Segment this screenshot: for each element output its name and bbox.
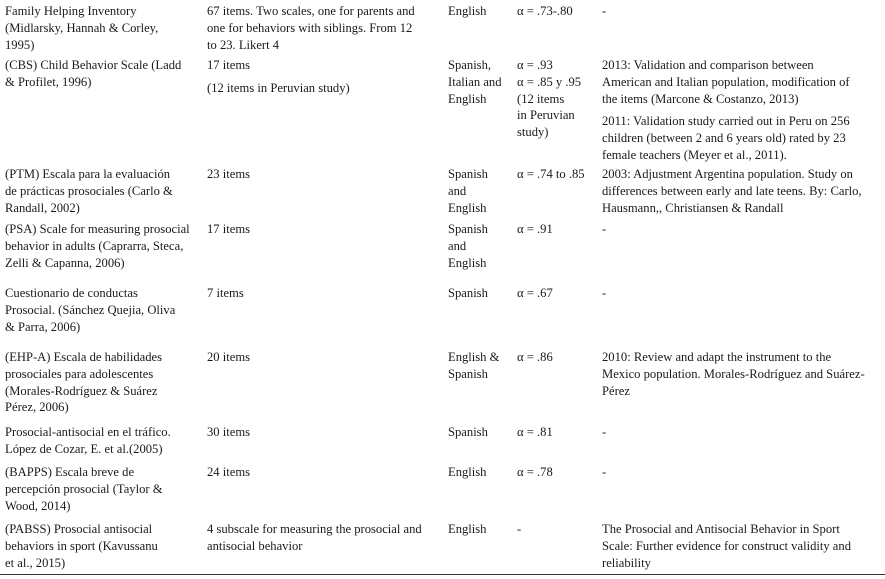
reliability-cell-line: α = .93 [517, 58, 553, 72]
reliability-cell-line: α = .85 y .95 [517, 74, 582, 89]
notes-cell-line: - [602, 286, 607, 300]
instrument-cell-line: et al., 2015) [5, 555, 66, 570]
notes-cell-line: 2003: Adjustment Argentina population. Study on [602, 167, 853, 181]
instrument-cell-line: Prosocial. (Sánchez Quejia, Oliva [5, 302, 176, 317]
reliability-cell [517, 166, 599, 183]
instrument-cell-line: 1995) [5, 37, 35, 52]
language-cell-line: Spanish [448, 366, 488, 381]
reliability-cell-line: α = .81 [517, 425, 553, 439]
items-cell [207, 424, 439, 441]
items-cell-line: 23 items [207, 167, 251, 181]
reliability-cell-line: α = .73-.80 [517, 4, 573, 18]
instrument-cell-line: (Morales-Rodríguez & Suárez [5, 383, 158, 398]
instrument-cell-line: (Midlarsky, Hannah & Corley, [5, 20, 159, 35]
notes-cell-line: the items (Marcone & Costanzo, 2013) [602, 91, 799, 106]
reliability-cell-line: α = .91 [517, 222, 553, 236]
items-cell-line: 24 items [207, 465, 251, 479]
reliability-cell-line: in Peruvian [517, 108, 575, 123]
items-cell [207, 57, 439, 97]
items-cell [207, 3, 439, 53]
instrument-cell-line: Zelli & Capanna, 2006) [5, 255, 125, 270]
instrument-cell-line: Prosocial-antisocial en el tráfico. [5, 425, 171, 439]
language-cell [448, 349, 514, 383]
instrument-cell-line: Randall, 2002) [5, 200, 80, 215]
notes-cell [602, 57, 882, 164]
instrument-cell-line: Wood, 2014) [5, 498, 71, 513]
language-cell [448, 464, 514, 481]
items-cell [207, 221, 439, 238]
notes-cell [602, 464, 882, 481]
items-cell-line: 7 items [207, 286, 244, 300]
language-cell [448, 3, 514, 20]
notes-cell [602, 166, 882, 216]
items-cell-line: 30 items [207, 425, 251, 439]
items-cell-line: (12 items in Peruvian study) [207, 80, 350, 95]
notes-cell-line: female teachers (Meyer et al., 2011). [602, 147, 787, 162]
reliability-cell-line: (12 items [517, 91, 565, 106]
instrument-cell [5, 424, 201, 458]
instrument-cell-line: percepción prosocial (Taylor & [5, 481, 163, 496]
notes-cell-line: 2010: Review and adapt the instrument to the [602, 350, 832, 364]
table-bottom-rule [0, 574, 885, 575]
language-cell-line: English [448, 200, 487, 215]
language-cell-line: English [448, 522, 487, 536]
language-cell [448, 221, 514, 271]
notes-cell-line: - [602, 222, 607, 236]
items-cell-line: 17 items [207, 58, 251, 72]
notes-cell [602, 521, 882, 571]
instrument-cell [5, 57, 201, 91]
language-cell-line: Spanish [448, 222, 488, 236]
reliability-cell [517, 349, 599, 366]
items-cell-line: 17 items [207, 222, 251, 236]
items-cell [207, 349, 439, 366]
instrument-cell-line: Family Helping Inventory [5, 4, 137, 18]
notes-cell-line: American and Italian population, modification of [602, 74, 850, 89]
reliability-cell [517, 3, 599, 20]
notes-cell-line: 2013: Validation and comparison between [602, 58, 814, 72]
language-cell-line: Spanish [448, 286, 488, 300]
items-cell-line: 4 subscale for measuring the prosocial and [207, 522, 422, 536]
instrument-cell [5, 521, 201, 571]
instrument-cell-line: prosociales para adolescentes [5, 366, 154, 381]
instrument-cell-line: (CBS) Child Behavior Scale (Ladd [5, 58, 182, 72]
instrument-cell-line: & Profilet, 1996) [5, 74, 92, 89]
language-cell [448, 521, 514, 538]
notes-cell [602, 349, 882, 399]
instrument-cell-line: (BAPPS) Escala breve de [5, 465, 135, 479]
items-cell [207, 166, 439, 183]
reliability-cell [517, 424, 599, 441]
instrument-cell-line: & Parra, 2006) [5, 319, 81, 334]
reliability-cell-line: α = .78 [517, 465, 553, 479]
reliability-cell [517, 221, 599, 238]
language-cell-line: Spanish [448, 425, 488, 439]
instrument-cell-line: Cuestionario de conductas [5, 286, 138, 300]
language-cell-line: Spanish [448, 167, 488, 181]
items-cell-line: 20 items [207, 350, 251, 364]
language-cell-line: Spanish, [448, 58, 492, 72]
instrument-cell [5, 464, 201, 514]
language-cell-line: and [448, 238, 467, 253]
language-cell [448, 285, 514, 302]
reliability-cell [517, 464, 599, 481]
notes-cell [602, 221, 882, 238]
instrument-cell-line: Pérez, 2006) [5, 400, 69, 415]
instrument-cell-line: López de Cozar, E. et al.(2005) [5, 441, 163, 456]
reliability-cell-line: α = .74 to .85 [517, 167, 585, 181]
notes-cell-line: Hausmann,, Christiansen & Randall [602, 200, 784, 215]
notes-cell-line: Mexico population. Morales-Rodríguez and Suárez- [602, 366, 865, 381]
items-cell-line: 67 items. Two scales, one for parents and [207, 4, 415, 18]
notes-cell [602, 3, 882, 20]
language-cell [448, 424, 514, 441]
instrument-cell [5, 3, 201, 53]
notes-cell [602, 424, 882, 441]
notes-cell-line: Scale: Further evidence for construct validity and [602, 538, 851, 553]
items-cell-line: to 23. Likert 4 [207, 37, 280, 52]
items-cell [207, 464, 439, 481]
reliability-cell [517, 57, 599, 141]
language-cell [448, 166, 514, 216]
language-cell-line: and [448, 183, 467, 198]
notes-cell-line: Pérez [602, 383, 630, 398]
reliability-cell-line: α = .67 [517, 286, 553, 300]
instrument-cell-line: (EHP-A) Escala de habilidades [5, 350, 163, 364]
instrument-cell-line: (PTM) Escala para la evaluación [5, 167, 171, 181]
items-cell-line: antisocial behavior [207, 538, 303, 553]
notes-cell-line: - [602, 465, 607, 479]
instrument-cell-line: behavior in adults (Caprarra, Steca, [5, 238, 184, 253]
reliability-cell [517, 285, 599, 302]
notes-cell-line: - [602, 425, 607, 439]
instrument-cell-line: behaviors in sport (Kavussanu [5, 538, 158, 553]
notes-cell-line: 2011: Validation study carried out in Peru on 256 [602, 114, 850, 129]
language-cell-line: English [448, 4, 487, 18]
notes-cell [602, 285, 882, 302]
language-cell-line: English [448, 465, 487, 479]
instrument-cell [5, 221, 201, 271]
language-cell-line: English & [448, 350, 500, 364]
language-cell-line: English [448, 91, 487, 106]
items-cell [207, 285, 439, 302]
notes-cell-line: reliability [602, 555, 651, 570]
instrument-cell-line: (PSA) Scale for measuring prosocial [5, 222, 190, 236]
language-cell [448, 57, 514, 107]
instrument-cell [5, 285, 201, 335]
instrument-cell [5, 349, 201, 416]
reliability-cell-line: - [517, 522, 522, 536]
notes-cell-line: The Prosocial and Antisocial Behavior in Sport [602, 522, 840, 536]
items-cell-line: one for behaviors with siblings. From 12 [207, 20, 413, 35]
notes-cell-line: children (between 2 and 6 years old) rated by 23 [602, 131, 846, 146]
instrument-cell-line: (PABSS) Prosocial antisocial [5, 522, 153, 536]
language-cell-line: Italian and [448, 74, 502, 89]
instrument-cell-line: de prácticas prosociales (Carlo & [5, 183, 173, 198]
reliability-cell [517, 521, 599, 538]
reliability-cell-line: α = .86 [517, 350, 553, 364]
notes-cell-line: differences between early and late teens. By: Carlo, [602, 183, 862, 198]
instrument-cell [5, 166, 201, 216]
items-cell [207, 521, 439, 555]
reliability-cell-line: study) [517, 125, 549, 140]
notes-cell-line: - [602, 4, 607, 18]
language-cell-line: English [448, 255, 487, 270]
